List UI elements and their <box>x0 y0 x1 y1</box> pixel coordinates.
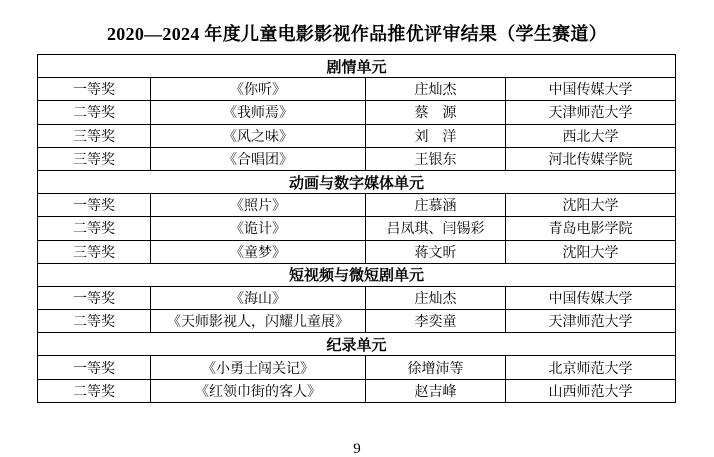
work-title-cell: 《小勇士闯关记》 <box>151 356 366 379</box>
author-cell: 蔡 源 <box>366 101 506 124</box>
school-cell: 天津师范大学 <box>506 310 676 333</box>
table-row <box>38 147 676 170</box>
author-cell: 庄灿杰 <box>366 78 506 101</box>
award-cell: 一等奖 <box>38 286 151 309</box>
school-cell: 中国传媒大学 <box>506 78 676 101</box>
section-header-row <box>38 170 676 193</box>
school-cell: 中国传媒大学 <box>506 286 676 309</box>
table-row <box>38 310 676 333</box>
award-cell: 二等奖 <box>38 217 151 240</box>
school-cell: 沈阳大学 <box>506 240 676 263</box>
work-title-cell: 《诡计》 <box>151 217 366 240</box>
table-row <box>38 379 676 402</box>
table-row <box>38 356 676 379</box>
author-cell: 徐增沛等 <box>366 356 506 379</box>
author-cell: 庄慕涵 <box>366 194 506 217</box>
section-header-cell: 剧情单元 <box>38 55 676 78</box>
work-title-cell: 《你听》 <box>151 78 366 101</box>
section-header-cell: 动画与数字媒体单元 <box>38 170 676 193</box>
table-row <box>38 194 676 217</box>
section-header-row <box>38 333 676 356</box>
award-cell: 二等奖 <box>38 310 151 333</box>
school-cell: 山西师范大学 <box>506 379 676 402</box>
work-title-cell: 《我师焉》 <box>151 101 366 124</box>
section-header-cell: 短视频与微短剧单元 <box>38 263 676 286</box>
author-cell: 赵吉峰 <box>366 379 506 402</box>
author-cell: 刘 洋 <box>366 124 506 147</box>
school-cell: 河北传媒学院 <box>506 147 676 170</box>
table-row <box>38 286 676 309</box>
award-cell: 一等奖 <box>38 194 151 217</box>
table-row <box>38 240 676 263</box>
award-cell: 二等奖 <box>38 379 151 402</box>
work-title-cell: 《海山》 <box>151 286 366 309</box>
work-title-cell: 《合唱团》 <box>151 147 366 170</box>
school-cell: 北京师范大学 <box>506 356 676 379</box>
table-row <box>38 101 676 124</box>
awards-table-body <box>38 55 676 403</box>
author-cell: 李奕童 <box>366 310 506 333</box>
award-cell: 二等奖 <box>38 101 151 124</box>
award-cell: 一等奖 <box>38 356 151 379</box>
page-title: 2020—2024 年度儿童电影影视作品推优评审结果（学生赛道） <box>106 24 608 44</box>
school-cell: 西北大学 <box>506 124 676 147</box>
author-cell: 蒋文昕 <box>366 240 506 263</box>
school-cell: 青岛电影学院 <box>506 217 676 240</box>
section-header-row <box>38 55 676 78</box>
work-title-cell: 《童梦》 <box>151 240 366 263</box>
table-row <box>38 217 676 240</box>
page-number: 9 <box>353 441 361 457</box>
award-cell: 三等奖 <box>38 124 151 147</box>
award-cell: 一等奖 <box>38 78 151 101</box>
school-cell: 沈阳大学 <box>506 194 676 217</box>
work-title-cell: 《风之味》 <box>151 124 366 147</box>
work-title-cell: 《天师影视人，闪耀儿童展》 <box>151 310 366 333</box>
table-row <box>38 78 676 101</box>
work-title-cell: 《照片》 <box>151 194 366 217</box>
author-cell: 庄灿杰 <box>366 286 506 309</box>
award-cell: 三等奖 <box>38 147 151 170</box>
award-cell: 三等奖 <box>38 240 151 263</box>
section-header-row <box>38 263 676 286</box>
school-cell: 天津师范大学 <box>506 101 676 124</box>
section-header-cell: 纪录单元 <box>38 333 676 356</box>
table-row <box>38 124 676 147</box>
author-cell: 吕凤琪、闫锡彩 <box>366 217 506 240</box>
awards-table <box>37 54 676 403</box>
author-cell: 王银东 <box>366 147 506 170</box>
work-title-cell: 《红领巾街的客人》 <box>151 379 366 402</box>
